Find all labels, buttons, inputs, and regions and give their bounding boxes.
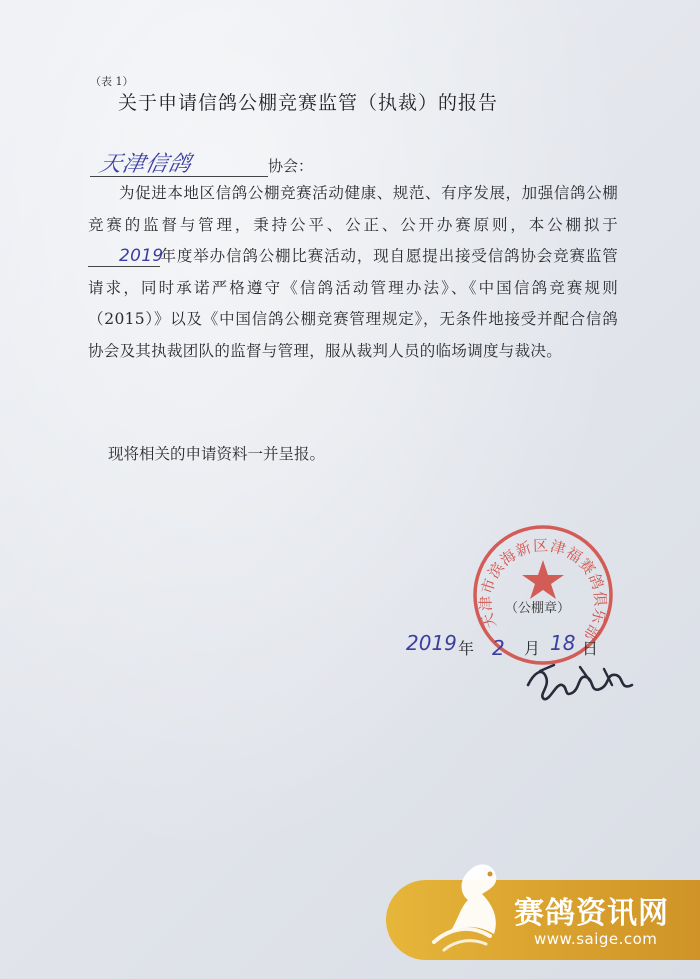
form-tag: （表 1）: [90, 75, 134, 88]
handwritten-signature: [520, 655, 640, 705]
pigeon-logo-icon: [410, 850, 520, 960]
seal-ring-text: 天津市滨海新区津福赛鸽俱乐部: [476, 536, 610, 645]
handwritten-association-name: 天津信鸽: [96, 152, 195, 177]
date-day-unit: 日: [582, 639, 599, 658]
report-body: [88, 178, 618, 367]
date-year-unit: 年: [458, 639, 475, 658]
handwritten-year: 2019: [88, 246, 160, 267]
closing-sentence: 现将相关的申请资料一并呈报。: [108, 445, 326, 463]
date-month: 2: [492, 636, 505, 660]
body-text-a: 为促进本地区信鸽公棚竞赛活动健康、规范、有序发展，加强信鸽公棚竞赛的监督与管理，秉持公平、公正、公开办赛原则，本公棚拟于: [88, 184, 618, 234]
association-suffix: 协会：: [268, 157, 314, 175]
date-month-unit: 月: [524, 639, 541, 658]
watermark-url: www.saige.com: [534, 930, 658, 948]
body-paragraph: [88, 178, 618, 367]
document-title: 关于申请信鸽公棚竞赛监管（执裁）的报告: [118, 92, 499, 114]
name-underline: [90, 176, 268, 177]
date-day: 18: [550, 631, 576, 655]
date-year: 2019: [406, 631, 457, 655]
salutation: [90, 150, 510, 180]
seal-label: （公棚章）: [505, 601, 571, 616]
site-watermark: [386, 880, 700, 960]
watermark-site-name: 赛鸽资讯网: [514, 896, 669, 931]
body-text-b: 年度举办信鸽公棚比赛活动，现自愿提出接受信鸽协会竞赛监管请求，同时承诺严格遵守《信鸽活动管理办法》、《中国信鸽竞赛规则（2015）》以及《中国信鸽公棚竞赛管理规定》，无条件地接受并配合信鸽协会及其执裁团队的监督与管理，服从裁判人员的临场调度与裁决。: [88, 247, 618, 360]
